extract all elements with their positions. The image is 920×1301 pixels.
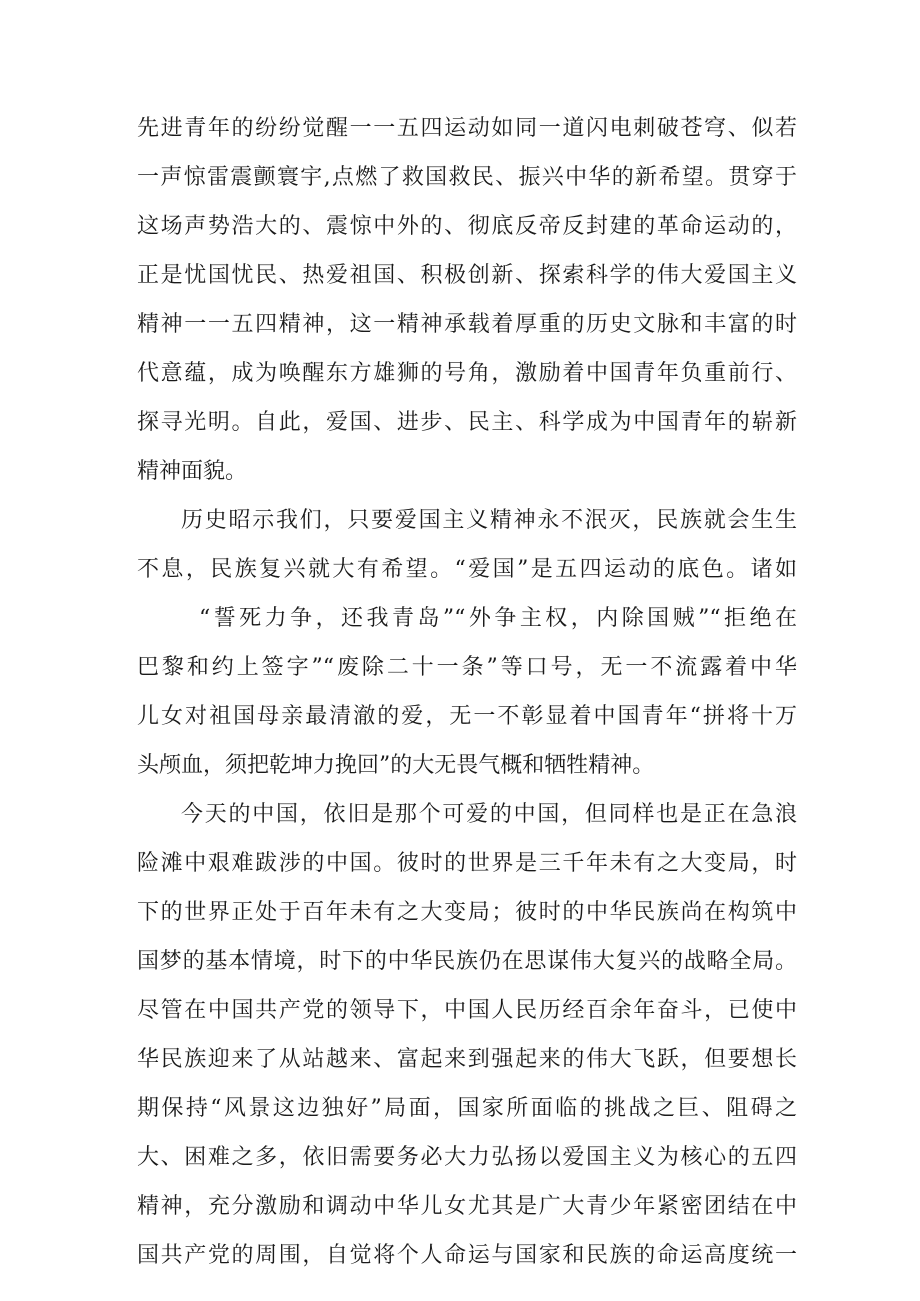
text-line: 华民族迎来了从站越来、富起来到强起来的伟大飞跃，但要想长 — [137, 1047, 797, 1072]
text-line: 巴黎和约上签字”“废除二十一条”等口号，无一不流露着中华 — [137, 655, 797, 680]
text-line: 这场声势浩大的、震惊中外的、彻底反帝反封建的革命运动的， — [137, 214, 797, 239]
text-line: 儿女对祖国母亲最清澈的爱，无一不彰显着中国青年“拼将十万 — [137, 704, 797, 729]
text-line: 精神，充分激励和调动中华儿女尤其是广大青少年紧密团结在中 — [137, 1194, 797, 1219]
text-line: 国梦的基本情境，时下的中华民族仍在思谋伟大复兴的战略全局。 — [137, 949, 797, 974]
text-line: 险滩中艰难跋涉的中国。彼时的世界是三千年未有之大变局，时 — [137, 851, 797, 876]
text-line: 下的世界正处于百年未有之大变局；彼时的中华民族尚在构筑中 — [137, 900, 797, 925]
paragraph-3 — [137, 790, 797, 1280]
text-line: 大、困难之多，依旧需要务必大力弘扬以爱国主义为核心的五四 — [137, 1145, 797, 1170]
text-line: 精神面貌。 — [137, 459, 248, 484]
text-line: 精神一一五四精神，这一精神承载着厚重的历史文脉和丰富的时 — [137, 312, 797, 337]
paragraph-1 — [137, 104, 797, 496]
text-line: 历史昭示我们，只要爱国主义精神永不泯灭，民族就会生生 — [181, 508, 797, 533]
body-text — [137, 104, 797, 1280]
text-line: 正是忧国忧民、热爱祖国、积极创新、探索科学的伟大爱国主义 — [137, 263, 797, 288]
text-line: 尽管在中国共产党的领导下，中国人民历经百余年奋斗，已使中 — [137, 998, 797, 1023]
text-line: 今天的中国，依旧是那个可爱的中国，但同样也是正在急浪 — [181, 802, 797, 827]
text-line: 头颅血，须把乾坤力挽回”的大无畏气概和牺牲精神。 — [137, 753, 655, 778]
text-line: “誓死力争，还我青岛”“外争主权，内除国贼”“拒绝在 — [199, 606, 797, 631]
text-line: 不息，民族复兴就大有希望。“爱国”是五四运动的底色。诸如 — [137, 557, 797, 582]
text-line: 一声惊雷震颤寰宇,点燃了救国救民、振兴中华的新希望。贯穿于 — [137, 165, 797, 190]
paragraph-2 — [137, 496, 797, 790]
text-line: 代意蕴，成为唤醒东方雄狮的号角，激励着中国青年负重前行、 — [137, 361, 797, 386]
text-line: 国共产党的周围，自觉将个人命运与国家和民族的命运高度统一 — [137, 1243, 797, 1268]
text-line: 期保持“风景这边独好”局面，国家所面临的挑战之巨、阻碍之 — [137, 1096, 797, 1121]
text-line: 先进青年的纷纷觉醒一一五四运动如同一道闪电刺破苍穹、似若 — [137, 116, 797, 141]
text-line: 探寻光明。自此，爱国、进步、民主、科学成为中国青年的崭新 — [137, 410, 797, 435]
